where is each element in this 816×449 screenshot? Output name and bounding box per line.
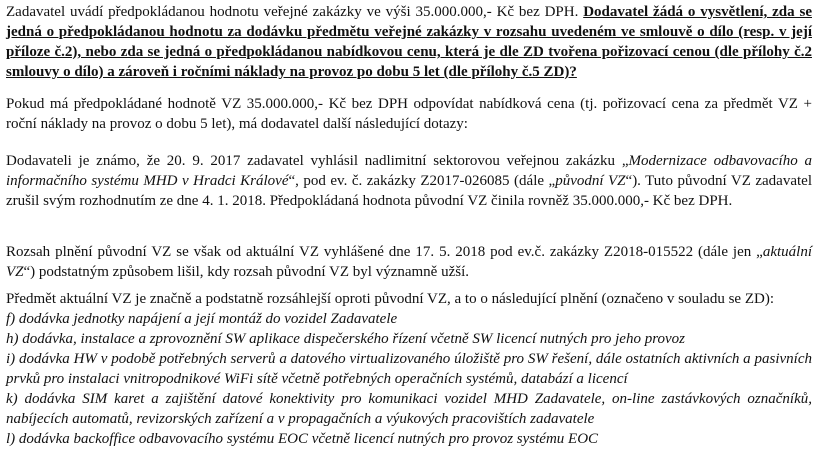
paragraph4-short-name: aktuální VZ [6, 244, 812, 280]
paragraph-scope-items [6, 289, 812, 449]
list-item: h) dodávka, instalace a zprovoznění SW aplikace dispečerského řízení včetně SW licencí nutných pro jeho provoz [6, 331, 685, 347]
paragraph-original-tender [6, 151, 812, 211]
paragraph1-plain: Zadavatel uvádí předpokládanou hodnotu veřejné zakázky ve výši 35.000.000,- Kč bez DPH. [6, 4, 584, 20]
list-item: f) dodávka jednotky napájení a její montáž do vozidel Zadavatele [6, 311, 398, 327]
list-item: l) dodávka backoffice odbavovacího systému EOC včetně licencí nutných pro provoz systému EOC [6, 431, 599, 447]
paragraph3-part2: “, pod ev. č. zakázky Z2017-026085 (dále „ [288, 173, 556, 189]
paragraph1-emphasis: Dodavatel žádá o vysvětlení, zda se jedná o předpokládanou hodnotu za dodávku předmětu veřejné zakázky v rozsahu uvedeném ve smlouvě o dílo (resp. v její příloze č.2), nebo zda se jedná o předpokládanou nabídkovou cenu, která je dle ZD tvořena pořizovací cenou (dle přílohy č.2 smlouvy o dílo) a zároveň i ročními náklady na provoz po dobu 5 let (dle přílohy č.5 ZD)? [6, 4, 812, 80]
paragraph3-short-name: původní VZ [555, 173, 626, 189]
paragraph3-tender-title: Modernizace odbavovacího a informačního systému MHD v Hradci Králové [6, 153, 813, 189]
paragraph4-part2: “) podstatným způsobem lišil, kdy rozsah původní VZ byl významně užší. [23, 264, 470, 280]
list-item: i) dodávka HW v podobě potřebných serverů a datového virtualizovaného úložiště pro SW řešení, dále ostatních aktivních a pasivních prvků pro instalaci vnitropodnikové WiFi sítě včetně potřebných operačních systémů, databází a licencí [6, 351, 812, 387]
paragraph3-part1: Dodavateli je známo, že 20. 9. 2017 zadavatel vyhlásil nadlimitní sektorovou veřejnou zakázku „ [6, 153, 629, 169]
paragraph4-part1: Rozsah plnění původní VZ se však od aktuální VZ vyhlášené dne 17. 5. 2018 pod ev.č. zakázky Z2018-015522 (dále jen „ [6, 244, 763, 260]
scope-item-list [6, 309, 812, 449]
list-item: k) dodávka SIM karet a zajištění datové konektivity pro komunikaci vozidel MHD Zadavatele, on-line zastávkových označníků, nabíjecích automatů, revizorských zařízení a v propagačních a výukových pracovištích zadavatele [6, 391, 812, 427]
paragraph3-part3: “). Tuto původní VZ zadavatel zrušil svým rozhodnutím ze dne 4. 1. 2018. Předpokládaná hodnota původní VZ činila rovněž 35.000.000,- Kč bez DPH. [6, 173, 812, 209]
paragraph-follow-up-questions: Pokud má předpokládané hodnotě VZ 35.000.000,- Kč bez DPH odpovídat nabídková cena (tj. pořizovací cena za předmět VZ + roční náklady na provoz o dobu 5 let), má dodavatel další následující dotazy: [6, 96, 812, 132]
paragraph-scope-difference [6, 242, 812, 282]
paragraph-estimated-value [6, 2, 812, 82]
paragraph5-intro: Předmět aktuální VZ je značně a podstatně rozsáhlejší oproti původní VZ, a to o následující plnění (označeno v souladu se ZD): [6, 291, 774, 307]
